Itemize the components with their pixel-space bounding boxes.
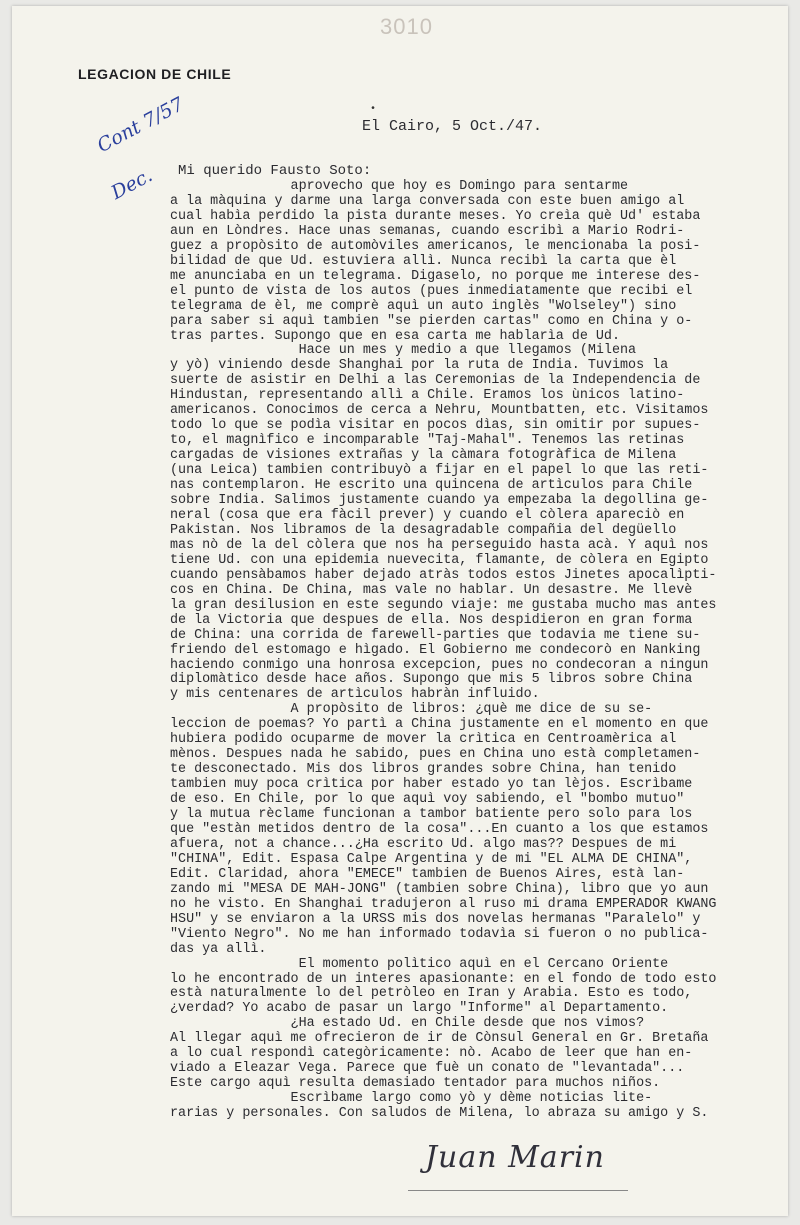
letter-line: suerte de asistir en Delhi a las Ceremonias de la Independencia de xyxy=(170,373,701,389)
letter-line: cual habìa perdido la pista durante meses. Yo creìa què Ud' estaba xyxy=(170,208,701,224)
letter-line: Al llegar aquì me ofrecieron de ir de Cònsul General en Gr. Bretaña xyxy=(170,1031,709,1047)
letterhead: LEGACION DE CHILE xyxy=(78,66,232,82)
handwritten-note-secondary: Dec. xyxy=(107,164,157,204)
letter-line: el punto de vista de los autos (pues inmediatamente que recibi el xyxy=(170,283,693,299)
letter-line: cuando pensàbamos haber dejado atràs todos estos Jinetes apocalìpti- xyxy=(170,567,717,583)
letter-line: para saber si aquì tambien "se pierden cartas" como en China y o- xyxy=(170,313,693,329)
letter-body xyxy=(170,180,788,1122)
letter-line: Hace un mes y medio a que llegamos (Milena xyxy=(170,343,637,359)
letter-line: tiene Ud. con una epidemia nuevecita, flamante, de còlera en Egipto xyxy=(170,552,709,568)
letter-line: Pakistan. Nos libramos de la desagradable compañia del degüello xyxy=(170,522,677,538)
archive-number: 3010 xyxy=(380,14,433,39)
letter-line: Edit. Claridad, ahora "EMECE" tambien de Buenos Aires, està lan- xyxy=(170,866,685,882)
letter-line: HSU" y se enviaron a la URSS mis dos novelas hermanas "Paralelo" y xyxy=(170,911,701,927)
letter-line: haciendo conmigo una honrosa excepcion, pues no condecoran a ningun xyxy=(170,657,709,673)
handwritten-note: Cont 7/57 xyxy=(93,93,188,157)
letter-line: to, el magnìfico e incomparable "Taj-Mahal". Tenemos las retinas xyxy=(170,433,685,449)
letter-line: està naturalmente lo del petròleo en Iran y Arabia. Esto es todo, xyxy=(170,986,693,1002)
letter-line: diplomàtico desde hace años. Supongo que mis 5 libros sobre China xyxy=(170,672,693,688)
letter-line: de China: una corrida de farewell-parties que todavia me tiene su- xyxy=(170,627,701,643)
letter-line: das ya allì. xyxy=(170,941,267,957)
letter-line: de la Victoria que despues de ella. Nos despidieron en gran forma xyxy=(170,612,693,628)
letter-line: tras partes. Supongo que en esa carta me hablarìa de Ud. xyxy=(170,328,620,344)
letter-line: me anunciaba en un telegrama. Digaselo, no porque me interese des- xyxy=(170,268,701,284)
letter-line: todo lo que se podìa visitar en pocos dìas, sin omitir por supues- xyxy=(170,418,701,434)
dot-mark: • xyxy=(370,104,377,115)
signature: Juan Marin xyxy=(425,1140,605,1175)
letter-line: y la mutua rèclame funcionan a tambor batiente pero solo para los xyxy=(170,807,693,823)
letter-line: A propòsito de libros: ¿què me dice de su se- xyxy=(170,702,653,718)
letter-line: no he visto. En Shanghai tradujeron al ruso mi drama EMPERADOR KWANG xyxy=(170,896,717,912)
letter-line: (una Leica) tambien contribuyò a fijar en el papel lo que las reti- xyxy=(170,463,709,479)
letter-line: te desconectado. Mis dos libros grandes sobre China, han tenido xyxy=(170,762,677,778)
letter-line: mas nò de la del còlera que nos ha perseguido hasta acà. Y aquì nos xyxy=(170,537,709,553)
letter-line: nas contemplaron. He escrito una quincena de artìculos para Chile xyxy=(170,478,693,494)
letter-line: El momento polìtico aquì en el Cercano Oriente xyxy=(170,956,669,972)
letter-line: bilidad de que Ud. estuviera allì. Nunca recibì la carta que èl xyxy=(170,253,677,269)
letter-line: "CHINA", Edit. Espasa Calpe Argentina y de mi "EL ALMA DE CHINA", xyxy=(170,851,693,867)
signature-rule xyxy=(408,1190,628,1191)
letter-line: ¿Ha estado Ud. en Chile desde que nos vimos? xyxy=(170,1016,645,1032)
letter-line: "Viento Negro". No me han informado todavìa si fueron o no publica- xyxy=(170,926,709,942)
letter-line: que "estàn metidos dentro de la cosa"...En cuanto a los que estamos xyxy=(170,821,709,837)
letter-date: El Cairo, 5 Oct./47. xyxy=(362,118,543,135)
letter-line: guez a propòsito de automòviles americanos, le mencionaba la posi- xyxy=(170,238,701,254)
letter-line: telegrama de èl, me comprè aquì un auto inglès "Wolseley") sino xyxy=(170,298,677,314)
letter-line: la gran desilusion en este segundo viaje: me gustaba mucho mas antes xyxy=(170,597,717,613)
letter-line: leccion de poemas? Yo partì a China justamente en el momento en que xyxy=(170,717,709,733)
letter-line: sobre India. Salimos justamente cuando ya empezaba la degollina ge- xyxy=(170,493,709,509)
letter-line: Este cargo aquì resulta demasiado tentador para muchos niños. xyxy=(170,1076,661,1092)
letter-line: a la màquina y darme una larga conversada con este buen amigo al xyxy=(170,193,685,209)
letter-line: lo he encontrado de un interes apasionante: en el fondo de todo esto xyxy=(170,971,717,987)
letter-line: ¿verdad? Yo acabo de pasar un largo "Informe" al Departamento. xyxy=(170,1001,669,1017)
letter-line: neral (cosa que era fàcil prever) y cuando el còlera apareciò en xyxy=(170,507,685,523)
letter-line: hubiera podido ocuparme de mover la crìtica en Centroamèrica al xyxy=(170,732,677,748)
letter-line: zando mi "MESA DE MAH-JONG" (tambien sobre China), libro que yo aun xyxy=(170,881,709,897)
letter-line: aun en Lòndres. Hace unas semanas, cuando escribì a Mario Rodri- xyxy=(170,223,685,239)
letter-line: y yò) viniendo desde Shanghai por la ruta de India. Tuvimos la xyxy=(170,358,669,374)
salutation: Mi querido Fausto Soto: xyxy=(178,163,372,179)
letter-line: mènos. Despues nada he sabido, pues en China uno està completamen- xyxy=(170,747,701,763)
letter-line: cos en China. De China, mas vale no hablar. Un desastre. Me llevè xyxy=(170,582,693,598)
letter-line: tambien muy poca crìtica por haber estado yo tan lèjos. Escrìbame xyxy=(170,777,693,793)
letter-line: cargadas de visiones extrañas y la càmara fotogràfica de Milena xyxy=(170,448,677,464)
letter-line: rarias y personales. Con saludos de Milena, lo abraza su amigo y S. xyxy=(170,1106,709,1122)
letter-line: Escrìbame largo como yò y dème noticias lite- xyxy=(170,1091,653,1107)
letter-line: friendo del estomago e hìgado. El Gobierno me condecorò en Nanking xyxy=(170,642,701,658)
letter-line: de eso. En Chile, por lo que aquì voy sabiendo, el "bombo mutuo" xyxy=(170,792,685,808)
letter-line: afuera, not a chance...¿Ha escrito Ud. algo mas?? Despues de mi xyxy=(170,836,677,852)
letter-line: aprovecho que hoy es Domingo para sentarme xyxy=(170,179,629,194)
letter-line: viado a Eleazar Vega. Parece que fuè un conato de "levantada"... xyxy=(170,1061,685,1077)
letter-line: Hindustan, representando allì a Chile. Eramos los ùnicos latino- xyxy=(170,388,685,404)
letter-line: a lo cual respondì categòricamente: nò. Acabo de leer que han en- xyxy=(170,1046,693,1062)
letter-line: y mis centenares de artìculos habràn influido. xyxy=(170,687,540,703)
letter-line: americanos. Conocimos de cerca a Nehru, Mountbatten, etc. Visitamos xyxy=(170,403,709,419)
